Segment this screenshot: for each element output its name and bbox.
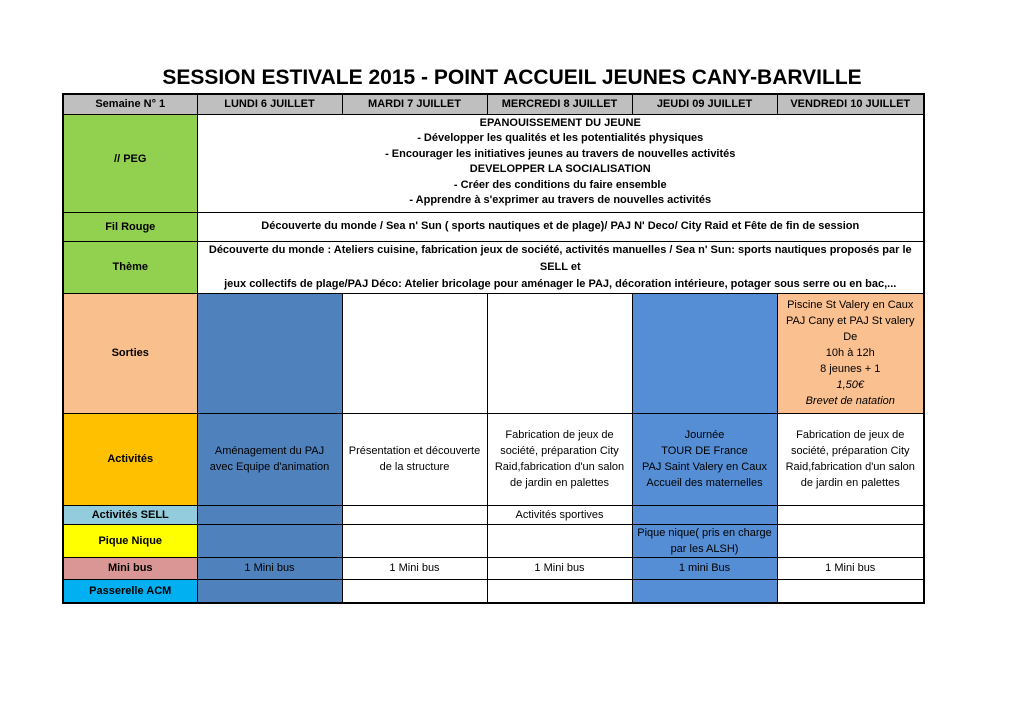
day-tuesday: MARDI 7 JUILLET [342,94,487,114]
activites-line: Raid,fabrication d'un salon [785,461,915,473]
sorties-thursday [632,293,777,413]
pique-nique-label: Pique Nique [63,524,197,557]
theme-line: Découverte du monde : Ateliers cuisine, fabrication jeux de société, activités manuelles / Sea n' Sun: sports nautiques proposés par le SELL et [208,243,912,273]
activites-row [63,413,924,505]
sorties-friday-line: PAJ Cany et PAJ St valery De [785,315,915,343]
schedule-table [62,93,925,604]
activites-sell-wednesday: Activités sportives [487,505,632,524]
peg-content [197,114,924,212]
mini-bus-tuesday: 1 Mini bus [342,557,487,579]
sorties-tuesday [342,293,487,413]
theme-row [63,241,924,293]
passerelle-wednesday [487,579,632,603]
activites-line: Fabrication de jeux de [505,429,614,441]
peg-line: - Apprendre à s'exprimer au travers de nouvelles activités [409,194,712,206]
sorties-monday [197,293,342,413]
fil-rouge-content: Découverte du monde / Sea n' Sun ( sports nautiques et de plage)/ PAJ N' Deco/ City Raid et Fête de fin de session [197,212,924,241]
sorties-row [63,293,924,413]
sorties-friday [777,293,924,413]
activites-line: avec Equipe d'animation [209,461,330,473]
pique-nique-friday [777,524,924,557]
activites-wednesday [487,413,632,505]
activites-monday [197,413,342,505]
activites-line: Présentation et découverte [348,445,481,457]
peg-row [63,114,924,212]
page-title: SESSION ESTIVALE 2015 - POINT ACCUEIL JEUNES CANY-BARVILLE [162,66,862,89]
passerelle-thursday [632,579,777,603]
peg-line: DEVELOPPER LA SOCIALISATION [469,163,651,175]
day-friday: VENDREDI 10 JUILLET [777,94,924,114]
mini-bus-friday: 1 Mini bus [777,557,924,579]
sorties-friday-line: 10h à 12h [825,347,875,359]
peg-line: - Créer des conditions du faire ensemble [453,178,667,191]
peg-label: // PEG [63,114,197,212]
peg-line: - Encourager les initiatives jeunes au travers de nouvelles activités [385,147,736,160]
activites-line: société, préparation City [790,445,910,457]
pique-nique-wednesday [487,524,632,557]
pique-nique-row [63,524,924,557]
activites-line: de la structure [379,461,450,473]
theme-line: jeux collectifs de plage/PAJ Déco: Atelier bricolage pour aménager le PAJ, décoration intérieure, potager sous serre ou en bac,... [224,277,897,290]
pique-nique-line: Pique nique( pris en charge [637,526,772,539]
theme-content [197,241,924,293]
activites-line: Fabrication de jeux de [796,429,905,441]
activites-line: Raid,fabrication d'un salon [494,461,625,473]
activites-tuesday [342,413,487,505]
passerelle-friday [777,579,924,603]
mini-bus-thursday: 1 mini Bus [632,557,777,579]
activites-line: société, préparation City [500,445,619,457]
pique-nique-monday [197,524,342,557]
activites-sell-friday [777,505,924,524]
pique-nique-line: par les ALSH) [670,542,739,555]
peg-line: - Développer les qualités et les potentialités physiques [417,132,704,144]
header-row [63,94,924,114]
activites-sell-tuesday [342,505,487,524]
activites-line: Accueil des maternelles [646,477,763,489]
day-monday: LUNDI 6 JUILLET [197,94,342,114]
sorties-friday-price: 1,50€ [836,379,865,391]
pique-nique-thursday [632,524,777,557]
activites-friday [777,413,924,505]
sorties-friday-note: Brevet de natation [805,395,895,407]
activites-line: TOUR DE France [661,445,748,457]
sorties-wednesday [487,293,632,413]
activites-sell-monday [197,505,342,524]
activites-line: de jardin en palettes [509,477,610,489]
sorties-friday-line: 8 jeunes + 1 [820,363,881,375]
passerelle-tuesday [342,579,487,603]
passerelle-monday [197,579,342,603]
pique-nique-tuesday [342,524,487,557]
fil-rouge-label: Fil Rouge [63,212,197,241]
mini-bus-wednesday: 1 Mini bus [487,557,632,579]
activites-sell-thursday [632,505,777,524]
day-wednesday: MERCREDI 8 JUILLET [487,94,632,114]
activites-thursday [632,413,777,505]
activites-line: Journée [684,429,725,441]
mini-bus-monday: 1 Mini bus [197,557,342,579]
activites-label: Activités [63,413,197,505]
passerelle-label: Passerelle ACM [63,579,197,603]
peg-line: EPANOUISSEMENT DU JEUNE [479,116,641,129]
activites-line: Aménagement du PAJ [214,445,325,457]
week-label: Semaine N° 1 [63,94,197,114]
activites-line: PAJ Saint Valery en Caux [642,461,767,473]
activites-sell-label: Activités SELL [63,505,197,524]
activites-line: de jardin en palettes [800,477,900,489]
theme-label: Thème [63,241,197,293]
sorties-label: Sorties [63,293,197,413]
mini-bus-label: Mini bus [63,557,197,579]
day-thursday: JEUDI 09 JUILLET [632,94,777,114]
passerelle-row [63,579,924,603]
fil-rouge-row [63,212,924,241]
activites-sell-row [63,505,924,524]
sorties-friday-line: Piscine St Valery en Caux [787,299,914,311]
mini-bus-row [63,557,924,579]
